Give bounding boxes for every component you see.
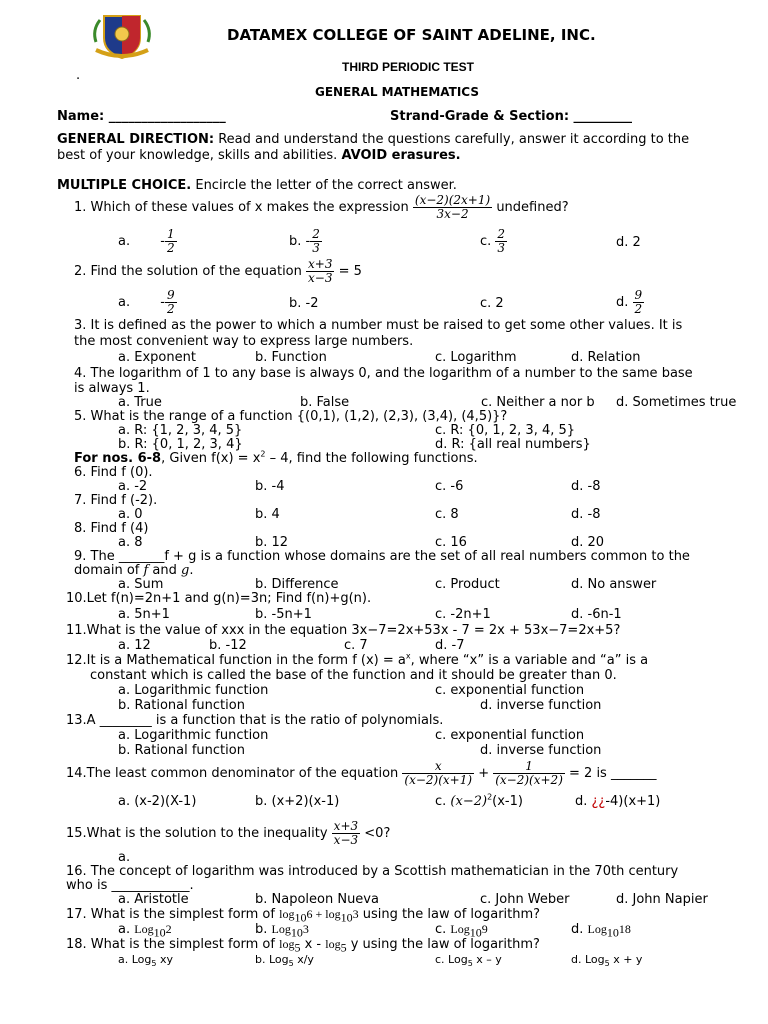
q4-choice-d[interactable]: d. Sometimes true <box>616 395 737 410</box>
question-text: 1. Which of these values of x makes the expression <box>74 200 409 215</box>
question-text-end: using the law of logarithm? <box>358 907 541 922</box>
choice-label: a. <box>118 234 131 249</box>
choice-label: c. <box>435 922 451 937</box>
q13-choice-a[interactable]: a. Logarithmic function <box>118 728 269 743</box>
minus-sign: - <box>160 234 165 249</box>
question-18 <box>66 937 540 955</box>
q9-choice-d[interactable]: d. No answer <box>571 577 657 592</box>
log-symbol: Log <box>271 922 291 936</box>
log-base: 5 <box>288 959 294 969</box>
choice-label: b. <box>255 922 272 937</box>
q17-choice-d[interactable] <box>571 922 631 940</box>
log-symbol: log <box>325 907 341 921</box>
q2-choice-d[interactable] <box>616 289 644 317</box>
fraction-denominator: x−3 <box>333 833 359 847</box>
choice-label: d. <box>571 922 588 937</box>
math-g: g <box>181 563 190 578</box>
choice-fraction <box>165 228 177 255</box>
question-13: 13.A ________ is a function that is the ratio of polynomials. <box>66 713 444 728</box>
choice-label: a. <box>118 922 135 937</box>
fraction-denominator: 3 <box>312 241 320 255</box>
q7-choice-b[interactable]: b. 4 <box>255 507 280 522</box>
q4-choice-b[interactable]: b. False <box>300 395 350 410</box>
q8-choice-b[interactable]: b. 12 <box>255 535 289 550</box>
choice-label: d. Log <box>571 953 605 966</box>
q14-choice-b[interactable]: b. (x+2)(x-1) <box>255 794 340 809</box>
math-expression: y <box>346 937 359 952</box>
question-9-line1: 9. The _______f + g is a function whose domains are the set of all real numbers common to the <box>74 549 690 564</box>
q8-choice-a[interactable]: a. 8 <box>118 535 143 550</box>
choice-fraction <box>165 289 177 316</box>
q12-choice-d[interactable]: d. inverse function <box>480 698 602 713</box>
q18-choice-c[interactable] <box>435 953 502 969</box>
log-symbol: log <box>279 907 295 921</box>
log-value: x + y <box>609 953 643 966</box>
q12-choice-b[interactable]: b. Rational function <box>118 698 245 713</box>
log-base: 10 <box>606 925 619 940</box>
question-1 <box>74 194 569 222</box>
q13-choice-c[interactable]: c. exponential function <box>435 728 585 743</box>
q2-choice-b[interactable]: b. -2 <box>289 296 319 311</box>
question-text: 15.What is the solution to the inequality <box>66 826 328 841</box>
fraction-numerator: 2 <box>312 227 320 241</box>
question-10: 10.Let f(n)=2n+1 and g(n)=3n; Find f(n)+g(n). <box>66 591 372 606</box>
log-base: 10 <box>290 925 303 940</box>
q3-choice-a[interactable]: a. Exponent <box>118 350 196 365</box>
choice-fraction <box>310 228 322 255</box>
fraction-denominator: 2 <box>634 302 643 316</box>
question-text-end: = 2 is _______ <box>569 766 657 781</box>
q14-fraction-2 <box>493 760 565 787</box>
fraction-numerator: 9 <box>634 288 643 302</box>
question-text: 2. Find the solution of the equation <box>74 264 302 279</box>
q1-choice-d[interactable]: d. 2 <box>616 235 641 250</box>
q14-choice-c[interactable] <box>435 794 523 809</box>
q17-choice-c[interactable] <box>435 922 488 940</box>
question-text: 14.The least common denominator of the equation <box>66 766 399 781</box>
q10-choice-d[interactable]: d. -6n-1 <box>571 607 622 622</box>
choice-label: a. <box>118 295 131 310</box>
questions-6-8-instruction <box>74 451 478 466</box>
log-value: 9 <box>481 922 488 936</box>
q3-choice-c[interactable]: c. Logarithm <box>435 350 517 365</box>
q11-choice-c[interactable]: c. 7 <box>344 638 368 653</box>
question-4-line2: is always 1. <box>74 381 150 396</box>
general-direction-text: Read and understand the questions carefully, answer it according to the <box>214 132 690 147</box>
q16-choice-a[interactable]: a. Aristotle <box>118 892 189 907</box>
q15-inequality-fraction <box>332 820 360 847</box>
general-direction-label: GENERAL DIRECTION: <box>57 132 215 147</box>
log-value: x – y <box>472 953 502 966</box>
question-text-end: using the law of logarithm? <box>358 937 540 952</box>
math-expression: 3 <box>352 907 359 921</box>
general-direction-line2 <box>57 148 461 163</box>
fraction-denominator: 2 <box>166 241 175 255</box>
school-name: DATAMEX COLLEGE OF SAINT ADELINE, INC. <box>227 26 596 44</box>
log-base: 5 <box>604 959 610 969</box>
fraction-numerator: 1 <box>493 760 565 774</box>
choice-fraction <box>495 228 507 255</box>
q16-choice-d[interactable]: d. John Napier <box>616 892 708 907</box>
q11-choice-a[interactable]: a. 12 <box>118 638 151 653</box>
fraction-numerator: 1 <box>166 227 175 241</box>
q16-choice-b[interactable]: b. Napoleon Nueva <box>255 892 379 907</box>
q5-choice-c[interactable]: c. R: {0, 1, 2, 3, 4, 5} <box>435 423 576 438</box>
stray-dot: . <box>76 68 81 83</box>
q11-choice-b[interactable]: b. -12 <box>209 638 247 653</box>
period: . <box>189 563 194 578</box>
q1-expression-fraction <box>413 194 492 221</box>
question-text-end: = 5 <box>338 264 362 279</box>
fraction-denominator: (x−2)(x+1) <box>404 773 473 787</box>
question-8: 8. Find f (4) <box>74 521 149 536</box>
question-5: 5. What is the range of a function {(0,1), (1,2), (2,3), (3,4), (4,5)}? <box>74 409 508 424</box>
question-11: 11.What is the value of xxx in the equation 3x−7=2x+53x - 7 = 2x + 53x−7=2x+5? <box>66 623 621 638</box>
q2-choice-c[interactable]: c. 2 <box>480 296 504 311</box>
fraction-numerator: 2 <box>497 227 506 241</box>
q3-choice-b[interactable]: b. Function <box>255 350 327 365</box>
choice-label: c. <box>480 234 492 249</box>
question-14 <box>66 760 656 788</box>
q1-choice-c[interactable] <box>480 228 507 256</box>
q3-choice-d[interactable]: d. Relation <box>571 350 641 365</box>
log-symbol: log <box>279 937 295 951</box>
minus-sign: - <box>160 295 165 310</box>
log-base: 10 <box>153 925 166 940</box>
exponent: 2 <box>260 449 266 459</box>
q1-choice-b[interactable] <box>289 228 322 256</box>
q12-choice-a[interactable]: a. Logarithmic function <box>118 683 269 698</box>
log-value: xy <box>156 953 174 966</box>
q1-choice-a[interactable] <box>118 228 177 256</box>
college-logo-seal <box>90 12 154 60</box>
choice-label: b. - <box>289 234 311 249</box>
fraction-numerator: x+3 <box>333 819 359 833</box>
instruction-text: , Given f(x) = x <box>161 451 261 466</box>
q6-choice-b[interactable]: b. -4 <box>255 479 285 494</box>
q6-choice-d[interactable]: d. -8 <box>571 479 601 494</box>
q4-choice-c[interactable]: c. Neither a nor b <box>481 395 595 410</box>
math-f: f <box>143 563 149 578</box>
q18-choice-d[interactable] <box>571 953 643 969</box>
q8-choice-c[interactable]: c. 16 <box>435 535 467 550</box>
question-text-end: undefined? <box>496 200 569 215</box>
log-base: 5 <box>467 959 473 969</box>
multiple-choice-heading <box>57 178 457 193</box>
math-expression: (x−2) <box>450 794 488 809</box>
fraction-numerator: x <box>402 760 474 774</box>
q7-choice-d[interactable]: d. -8 <box>571 507 601 522</box>
question-12-line2: constant which is called the base of the function and it should be greater than 0. <box>90 668 617 683</box>
question-text: domain of <box>74 563 144 578</box>
q17-choice-b[interactable] <box>255 922 309 940</box>
log-symbol: Log <box>450 922 470 936</box>
exponent: 2 <box>487 792 493 802</box>
q18-choice-a[interactable] <box>118 953 174 969</box>
q9-choice-b[interactable]: b. Difference <box>255 577 339 592</box>
choice-label: c. Log <box>435 953 468 966</box>
q10-choice-b[interactable]: b. -5n+1 <box>255 607 312 622</box>
q5-choice-a[interactable]: a. R: {1, 2, 3, 4, 5} <box>118 423 243 438</box>
log-value: x/y <box>293 953 314 966</box>
question-3-line1: 3. It is defined as the power to which a number must be raised to get some other values. It is <box>74 318 683 333</box>
question-15 <box>66 820 390 848</box>
choice-label: b. Log <box>255 953 289 966</box>
name-field: Name: __________________ <box>57 109 226 124</box>
q17-choice-a[interactable] <box>118 922 172 940</box>
question-7: 7. Find f (-2). <box>74 493 158 508</box>
question-4-line1: 4. The logarithm of 1 to any base is always 0, and the logarithm of a number to the same base <box>74 366 693 381</box>
fraction-denominator: 2 <box>166 302 175 316</box>
choice-fraction <box>633 289 645 316</box>
fraction-denominator: 3x−2 <box>436 207 469 221</box>
question-9-line2 <box>74 563 194 578</box>
q14-choice-a[interactable]: a. (x-2)(X-1) <box>118 794 197 809</box>
plus-sign: + <box>478 766 490 781</box>
choice-label: d. <box>575 794 592 809</box>
fraction-denominator: 3 <box>497 241 506 255</box>
subject-title: GENERAL MATHEMATICS <box>315 85 479 99</box>
exponent: x <box>405 651 411 661</box>
multiple-choice-label: MULTIPLE CHOICE. <box>57 178 192 193</box>
question-16-line1: 16. The concept of logarithm was introduced by a Scottish mathematician in the 70th century <box>66 864 679 879</box>
q8-choice-d[interactable]: d. 20 <box>571 535 605 550</box>
q7-choice-a[interactable]: a. 0 <box>118 507 143 522</box>
log-base: 5 <box>294 940 301 955</box>
question-3-line2: the most convenient way to express large numbers. <box>74 334 414 349</box>
instruction-label: For nos. 6-8 <box>74 451 162 466</box>
fraction-numerator: x+3 <box>308 257 333 271</box>
question-16-line2: who is ____________. <box>66 878 194 893</box>
general-direction-text2: best of your knowledge, skills and abilities. <box>57 148 342 163</box>
avoid-erasures: AVOID erasures. <box>341 148 461 163</box>
q16-choice-c[interactable]: c. John Weber <box>480 892 570 907</box>
q13-choice-d[interactable]: d. inverse function <box>480 743 602 758</box>
q4-choice-a[interactable]: a. True <box>118 395 162 410</box>
q13-choice-b[interactable]: b. Rational function <box>118 743 245 758</box>
math-expression: 6 + <box>306 907 326 921</box>
question-text-end: , where “x” is a variable and “a” is a <box>410 653 649 668</box>
choice-label: d. <box>616 295 629 310</box>
log-value: 18 <box>618 922 631 936</box>
log-symbol: log <box>325 937 341 951</box>
q14-fraction-1 <box>402 760 474 787</box>
q9-choice-a[interactable]: a. Sum <box>118 577 164 592</box>
question-text: and <box>148 563 182 578</box>
log-symbol: Log <box>134 922 154 936</box>
log-base: 5 <box>340 940 347 955</box>
instruction-text-end: – 4, find the following functions. <box>265 451 478 466</box>
log-base: 10 <box>294 910 307 925</box>
q15-choice-a[interactable]: a. <box>118 850 131 865</box>
question-text: 12.It is a Mathematical function in the form f (x) = a <box>66 653 406 668</box>
q2-choice-a[interactable] <box>118 289 177 317</box>
log-value: 2 <box>165 922 172 936</box>
log-symbol: Log <box>587 922 607 936</box>
choice-label: a. Log <box>118 953 152 966</box>
section-field: Strand-Grade & Section: _________ <box>390 109 633 124</box>
math-expression: x - <box>300 937 326 952</box>
choice-label: c. <box>435 794 451 809</box>
log-base: 10 <box>469 925 482 940</box>
fraction-numerator: (x−2)(2x+1) <box>414 193 491 207</box>
q6-choice-c[interactable]: c. -6 <box>435 479 464 494</box>
garbled-math: ¿¿ <box>591 794 606 809</box>
question-2 <box>74 258 362 286</box>
test-title: THIRD PERIODIC TEST <box>342 60 475 74</box>
q5-choice-b[interactable]: b. R: {0, 1, 2, 3, 4} <box>118 437 243 452</box>
log-base: 5 <box>151 959 157 969</box>
question-text-end: <0? <box>364 826 391 841</box>
question-12-line1 <box>66 653 648 668</box>
question-text: 17. What is the simplest form of <box>66 907 280 922</box>
q7-choice-c[interactable]: c. 8 <box>435 507 459 522</box>
question-6: 6. Find f (0). <box>74 465 153 480</box>
q10-choice-a[interactable]: a. 5n+1 <box>118 607 170 622</box>
question-17 <box>66 907 541 925</box>
q9-choice-c[interactable]: c. Product <box>435 577 500 592</box>
log-base: 10 <box>340 910 353 925</box>
q14-choice-d[interactable] <box>575 794 660 809</box>
q2-equation-fraction <box>306 258 334 285</box>
q11-choice-d[interactable]: d. -7 <box>435 638 465 653</box>
q5-choice-d[interactable]: d. R: {all real numbers} <box>435 437 591 452</box>
choice-text: (x-1) <box>492 794 523 809</box>
q6-choice-a[interactable]: a. -2 <box>118 479 148 494</box>
q12-choice-c[interactable]: c. exponential function <box>435 683 585 698</box>
multiple-choice-instruction: Encircle the letter of the correct answer. <box>191 178 457 193</box>
fraction-numerator: 9 <box>166 288 175 302</box>
q18-choice-b[interactable] <box>255 953 314 969</box>
fraction-denominator: (x−2)(x+2) <box>495 773 563 787</box>
question-text: 18. What is the simplest form of <box>66 937 280 952</box>
choice-text: -4)(x+1) <box>605 794 661 809</box>
log-value: 3 <box>302 922 309 936</box>
general-direction-line1 <box>57 132 689 147</box>
fraction-denominator: x−3 <box>308 271 333 285</box>
q10-choice-c[interactable]: c. -2n+1 <box>435 607 491 622</box>
